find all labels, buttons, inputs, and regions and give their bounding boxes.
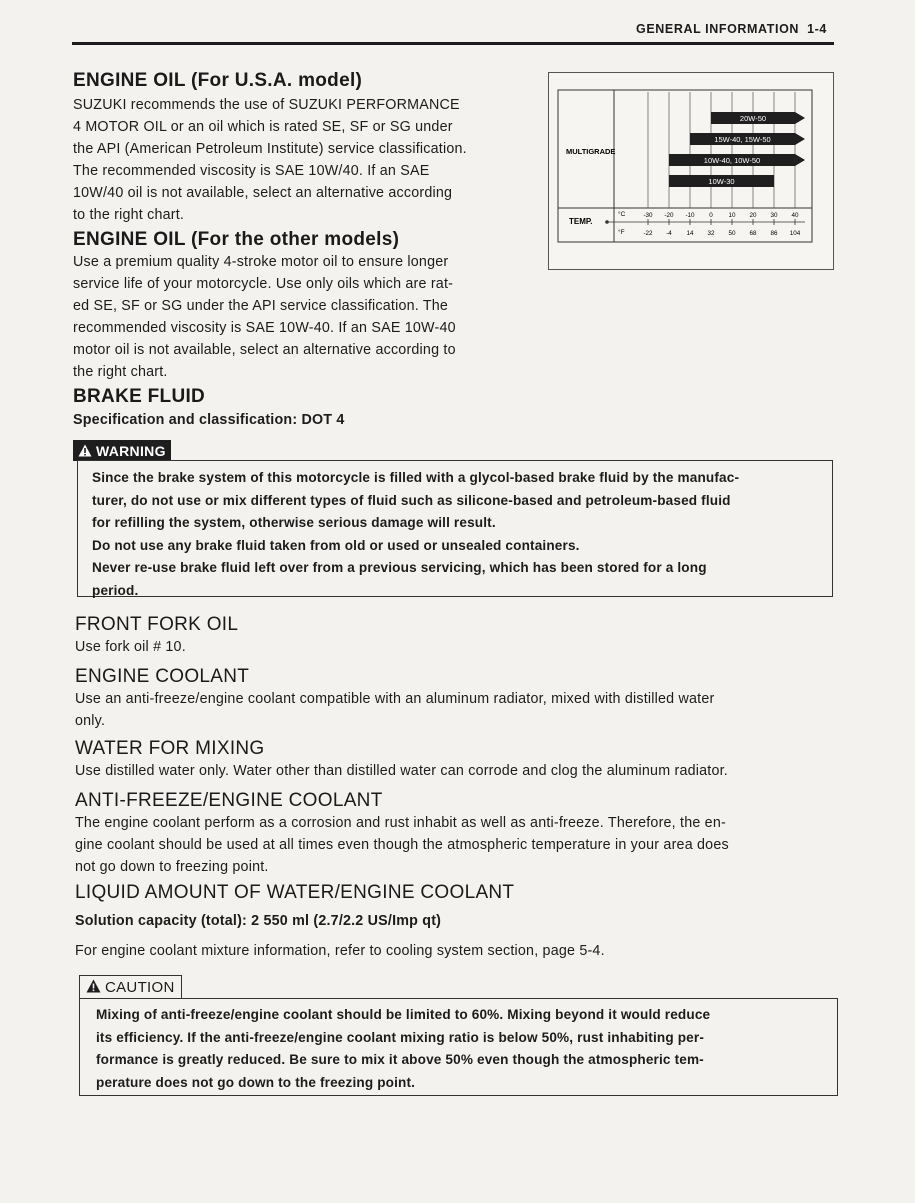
section-body: Use fork oil # 10. — [75, 639, 186, 655]
caution-line: perature does not go down to the freezing point. — [96, 1074, 416, 1090]
chart-tick-label-c: 30 — [770, 212, 778, 219]
warning-line: period. — [92, 582, 139, 598]
body-line: Use a premium quality 4-stroke motor oil to ensure longer — [73, 254, 449, 270]
section-liquid-amount — [75, 882, 835, 962]
body-line: recommended viscosity is SAE 10W-40. If an SAE 10W-40 — [73, 320, 456, 336]
section-title: FRONT FORK OIL — [75, 614, 239, 635]
chart-bar — [690, 133, 805, 145]
viscosity-chart — [548, 72, 834, 270]
chart-bar-label: 15W-40, 15W-50 — [714, 135, 771, 144]
chart-tick-label-c: 10 — [728, 212, 736, 219]
chart-tick-label-c: -10 — [685, 212, 695, 219]
caution-label-text: CAUTION — [105, 979, 175, 996]
chart-tick-label-c: 40 — [791, 212, 799, 219]
section-title: ENGINE OIL (For the other models) — [73, 229, 400, 250]
caution-label — [79, 975, 182, 999]
chart-unit-c: °C — [618, 211, 626, 218]
warning-label-text: WARNING — [96, 443, 166, 459]
warning-line: Do not use any brake fluid taken from old or used or unsealed containers. — [92, 537, 580, 553]
section-title: BRAKE FLUID — [73, 386, 206, 407]
body-line: the right chart. — [73, 364, 168, 380]
chart-tick-label-f: 86 — [770, 230, 778, 237]
section-title: ENGINE COOLANT — [75, 666, 250, 687]
body-line: only. — [75, 713, 106, 729]
chart-xlabel: TEMP. — [569, 217, 593, 226]
brake-fluid-spec: Specification and classification: DOT 4 — [73, 412, 345, 428]
chart-tick-label-c: 0 — [709, 212, 713, 219]
chart-bar-label: 20W-50 — [739, 114, 767, 123]
header-title: GENERAL INFORMATION — [636, 22, 800, 36]
body-line: The recommended viscosity is SAE 10W/40. If an SAE — [73, 163, 430, 179]
section-engine-oil-usa — [73, 70, 523, 226]
chart-tick-label-f: 68 — [749, 230, 757, 237]
caution-box — [79, 998, 838, 1096]
body-line: not go down to freezing point. — [75, 859, 269, 875]
chart-tick-label-f: 104 — [789, 230, 801, 237]
chart-tick-label-f: 32 — [707, 230, 715, 237]
header-rule — [72, 42, 834, 45]
section-body — [73, 94, 523, 226]
body-line: the API (American Petroleum Institute) service classification. — [73, 141, 467, 157]
coolant-reference: For engine coolant mixture information, refer to cooling system section, page 5-4. — [75, 943, 605, 959]
chart-temp-axis-dot — [605, 220, 609, 224]
section-title: WATER FOR MIXING — [75, 738, 265, 759]
section-body: Use distilled water only. Water other than distilled water can corrode and clog the aluminum radiator. — [75, 763, 728, 779]
section-title: LIQUID AMOUNT OF WATER/ENGINE COOLANT — [75, 882, 515, 903]
section-water-for-mixing — [75, 738, 835, 782]
chart-tick-label-f: 50 — [728, 230, 736, 237]
warning-box — [77, 460, 833, 597]
body-line: motor oil is not available, select an alternative according to — [73, 342, 456, 358]
warning-line: for refilling the system, otherwise serious damage will result. — [92, 515, 496, 531]
warning-label — [73, 440, 171, 461]
body-line: service life of your motorcycle. Use only oils which are rat- — [73, 276, 454, 292]
section-brake-fluid — [73, 386, 523, 431]
solution-capacity: Solution capacity (total): 2 550 ml (2.7/2.2 US/Imp qt) — [75, 913, 442, 929]
body-line: Use an anti-freeze/engine coolant compatible with an aluminum radiator, mixed with distilled water — [75, 691, 715, 707]
caution-triangle-icon — [86, 979, 101, 993]
body-line: 4 MOTOR OIL or an oil which is rated SE, SF or SG under — [73, 119, 453, 135]
chart-ylabel: MULTIGRADE — [566, 147, 616, 156]
body-line: gine coolant should be used at all times even though the atmospheric temperature in your area does — [75, 837, 729, 853]
caution-line: formance is greatly reduced. Be sure to mix it above 50% even though the atmospheric tem- — [96, 1052, 704, 1067]
chart-bar — [669, 154, 805, 166]
chart-bar-label: 10W-30 — [708, 177, 735, 186]
section-body — [75, 812, 835, 878]
body-line: SUZUKI recommends the use of SUZUKI PERFORMANCE — [73, 97, 460, 113]
section-engine-coolant — [75, 666, 835, 732]
chart-bar — [711, 112, 805, 124]
section-title: ANTI-FREEZE/ENGINE COOLANT — [75, 790, 383, 811]
chart-tick-label-c: -30 — [643, 212, 653, 219]
chart-tick-label-f: -4 — [666, 230, 672, 237]
body-line: to the right chart. — [73, 207, 185, 223]
caution-line: its efficiency. If the anti-freeze/engine coolant mixing ratio is below 50%, rust inhabiting per- — [96, 1029, 704, 1045]
warning-triangle-icon — [78, 444, 92, 457]
chart-tick-label-f: 14 — [686, 230, 694, 237]
page-header — [636, 22, 827, 36]
warning-line: Since the brake system of this motorcycle is filled with a glycol-based brake fluid by the manufac- — [92, 470, 740, 485]
body-line: The engine coolant perform as a corrosion and rust inhabit as well as anti-freeze. Therefore, the en- — [75, 815, 726, 831]
page-number: 1-4 — [807, 22, 827, 36]
section-title: ENGINE OIL (For U.S.A. model) — [73, 70, 363, 91]
chart-bar-label: 10W-40, 10W-50 — [703, 156, 761, 165]
chart-unit-f: °F — [618, 229, 625, 236]
body-line: 10W/40 oil is not available, select an alternative according — [73, 185, 453, 201]
caution-line: Mixing of anti-freeze/engine coolant should be limited to 60%. Mixing beyond it would reduce — [96, 1007, 711, 1022]
section-body — [73, 251, 523, 383]
section-engine-oil-other — [73, 229, 523, 383]
chart-bar — [669, 175, 774, 187]
section-antifreeze — [75, 790, 835, 878]
chart-tick-label-f: -22 — [643, 230, 653, 237]
warning-line: Never re-use brake fluid left over from a previous servicing, which has been stored for a long — [92, 560, 707, 576]
section-body — [75, 688, 835, 732]
warning-line: turer, do not use or mix different types of fluid such as silicone-based and petroleum-based fluid — [92, 492, 731, 508]
section-front-fork-oil — [75, 614, 835, 658]
chart-tick-label-c: 20 — [749, 212, 757, 219]
body-line: ed SE, SF or SG under the API service classification. The — [73, 298, 449, 314]
chart-tick-label-c: -20 — [664, 212, 674, 219]
